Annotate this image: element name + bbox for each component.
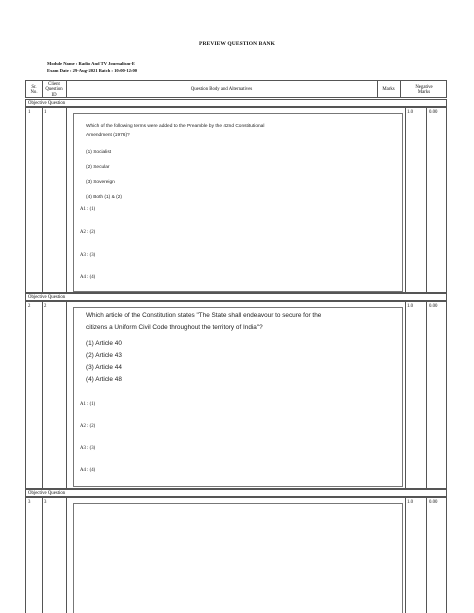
answer-alternative: A3 : (3): [80, 446, 96, 451]
question-client-id: 3: [44, 500, 47, 505]
question-row: [25, 107, 447, 293]
header-sr-no: Sr. No.: [30, 84, 38, 95]
question-sr-no: 2: [28, 304, 31, 309]
question-marks: 1.0: [407, 500, 413, 505]
question-option: (1) Article 40: [86, 340, 122, 347]
question-client-id: 1: [44, 110, 47, 115]
question-option: (1) Socialist: [86, 150, 112, 155]
question-negative-marks: 0.00: [429, 110, 438, 115]
section-label: Objective Question: [25, 293, 447, 301]
question-option: (4) Both (1) & (2): [86, 195, 122, 200]
question-stem: Which of the following terms were added to the Preamble by the 42nd Constitutional: [86, 124, 265, 129]
header-client-question-id: Client Question ID: [45, 81, 63, 98]
question-body: [73, 503, 403, 613]
question-table: [25, 80, 449, 613]
question-body: [73, 113, 403, 292]
answer-alternative: A2 : (2): [80, 230, 96, 235]
answer-alternative: A1 : (1): [80, 402, 96, 407]
question-client-id: 2: [44, 304, 47, 309]
page-title: PREVIEW QUESTION BANK: [199, 41, 275, 47]
question-stem: citizens a Uniform Civil Code throughout the territory of India"?: [86, 324, 263, 331]
question-body: [73, 307, 403, 487]
header-negative-marks: Negative Marks: [415, 84, 433, 95]
question-sr-no: 3: [28, 500, 31, 505]
module-name: Module Name : Radio And TV Journalism-E: [47, 61, 135, 66]
question-option: (2) Secular: [86, 165, 110, 170]
question-marks: 1.0: [407, 110, 413, 115]
question-option: (4) Article 48: [86, 376, 122, 383]
answer-alternative: A4 : (4): [80, 468, 96, 473]
section-label: Objective Question: [25, 99, 447, 107]
answer-alternative: A4 : (4): [80, 275, 96, 280]
question-stem: Which article of the Constitution states "The State shall endeavour to secure for the: [86, 312, 322, 319]
question-marks: 1.0: [407, 304, 413, 309]
question-stem: Amendment (1976)?: [86, 133, 130, 138]
question-option: (3) Article 44: [86, 364, 122, 371]
header-marks: Marks: [382, 87, 395, 93]
question-row: [25, 301, 447, 489]
exam-date: Exam Date : 29-Aug-2021 Batch : 10:00-12:00: [47, 68, 138, 73]
answer-alternative: A1 : (1): [80, 207, 96, 212]
section-label: Objective Question: [25, 489, 447, 497]
question-option: (3) Sovereign: [86, 180, 115, 185]
question-negative-marks: 0.00: [429, 500, 438, 505]
table-header: [25, 80, 447, 98]
question-sr-no: 1: [28, 110, 31, 115]
header-question-body: Question Body and Alternatives: [190, 87, 253, 93]
answer-alternative: A3 : (3): [80, 253, 96, 258]
question-row: [25, 497, 447, 613]
answer-alternative: A2 : (2): [80, 424, 96, 429]
question-option: (2) Article 43: [86, 352, 122, 359]
question-negative-marks: 0.00: [429, 304, 438, 309]
